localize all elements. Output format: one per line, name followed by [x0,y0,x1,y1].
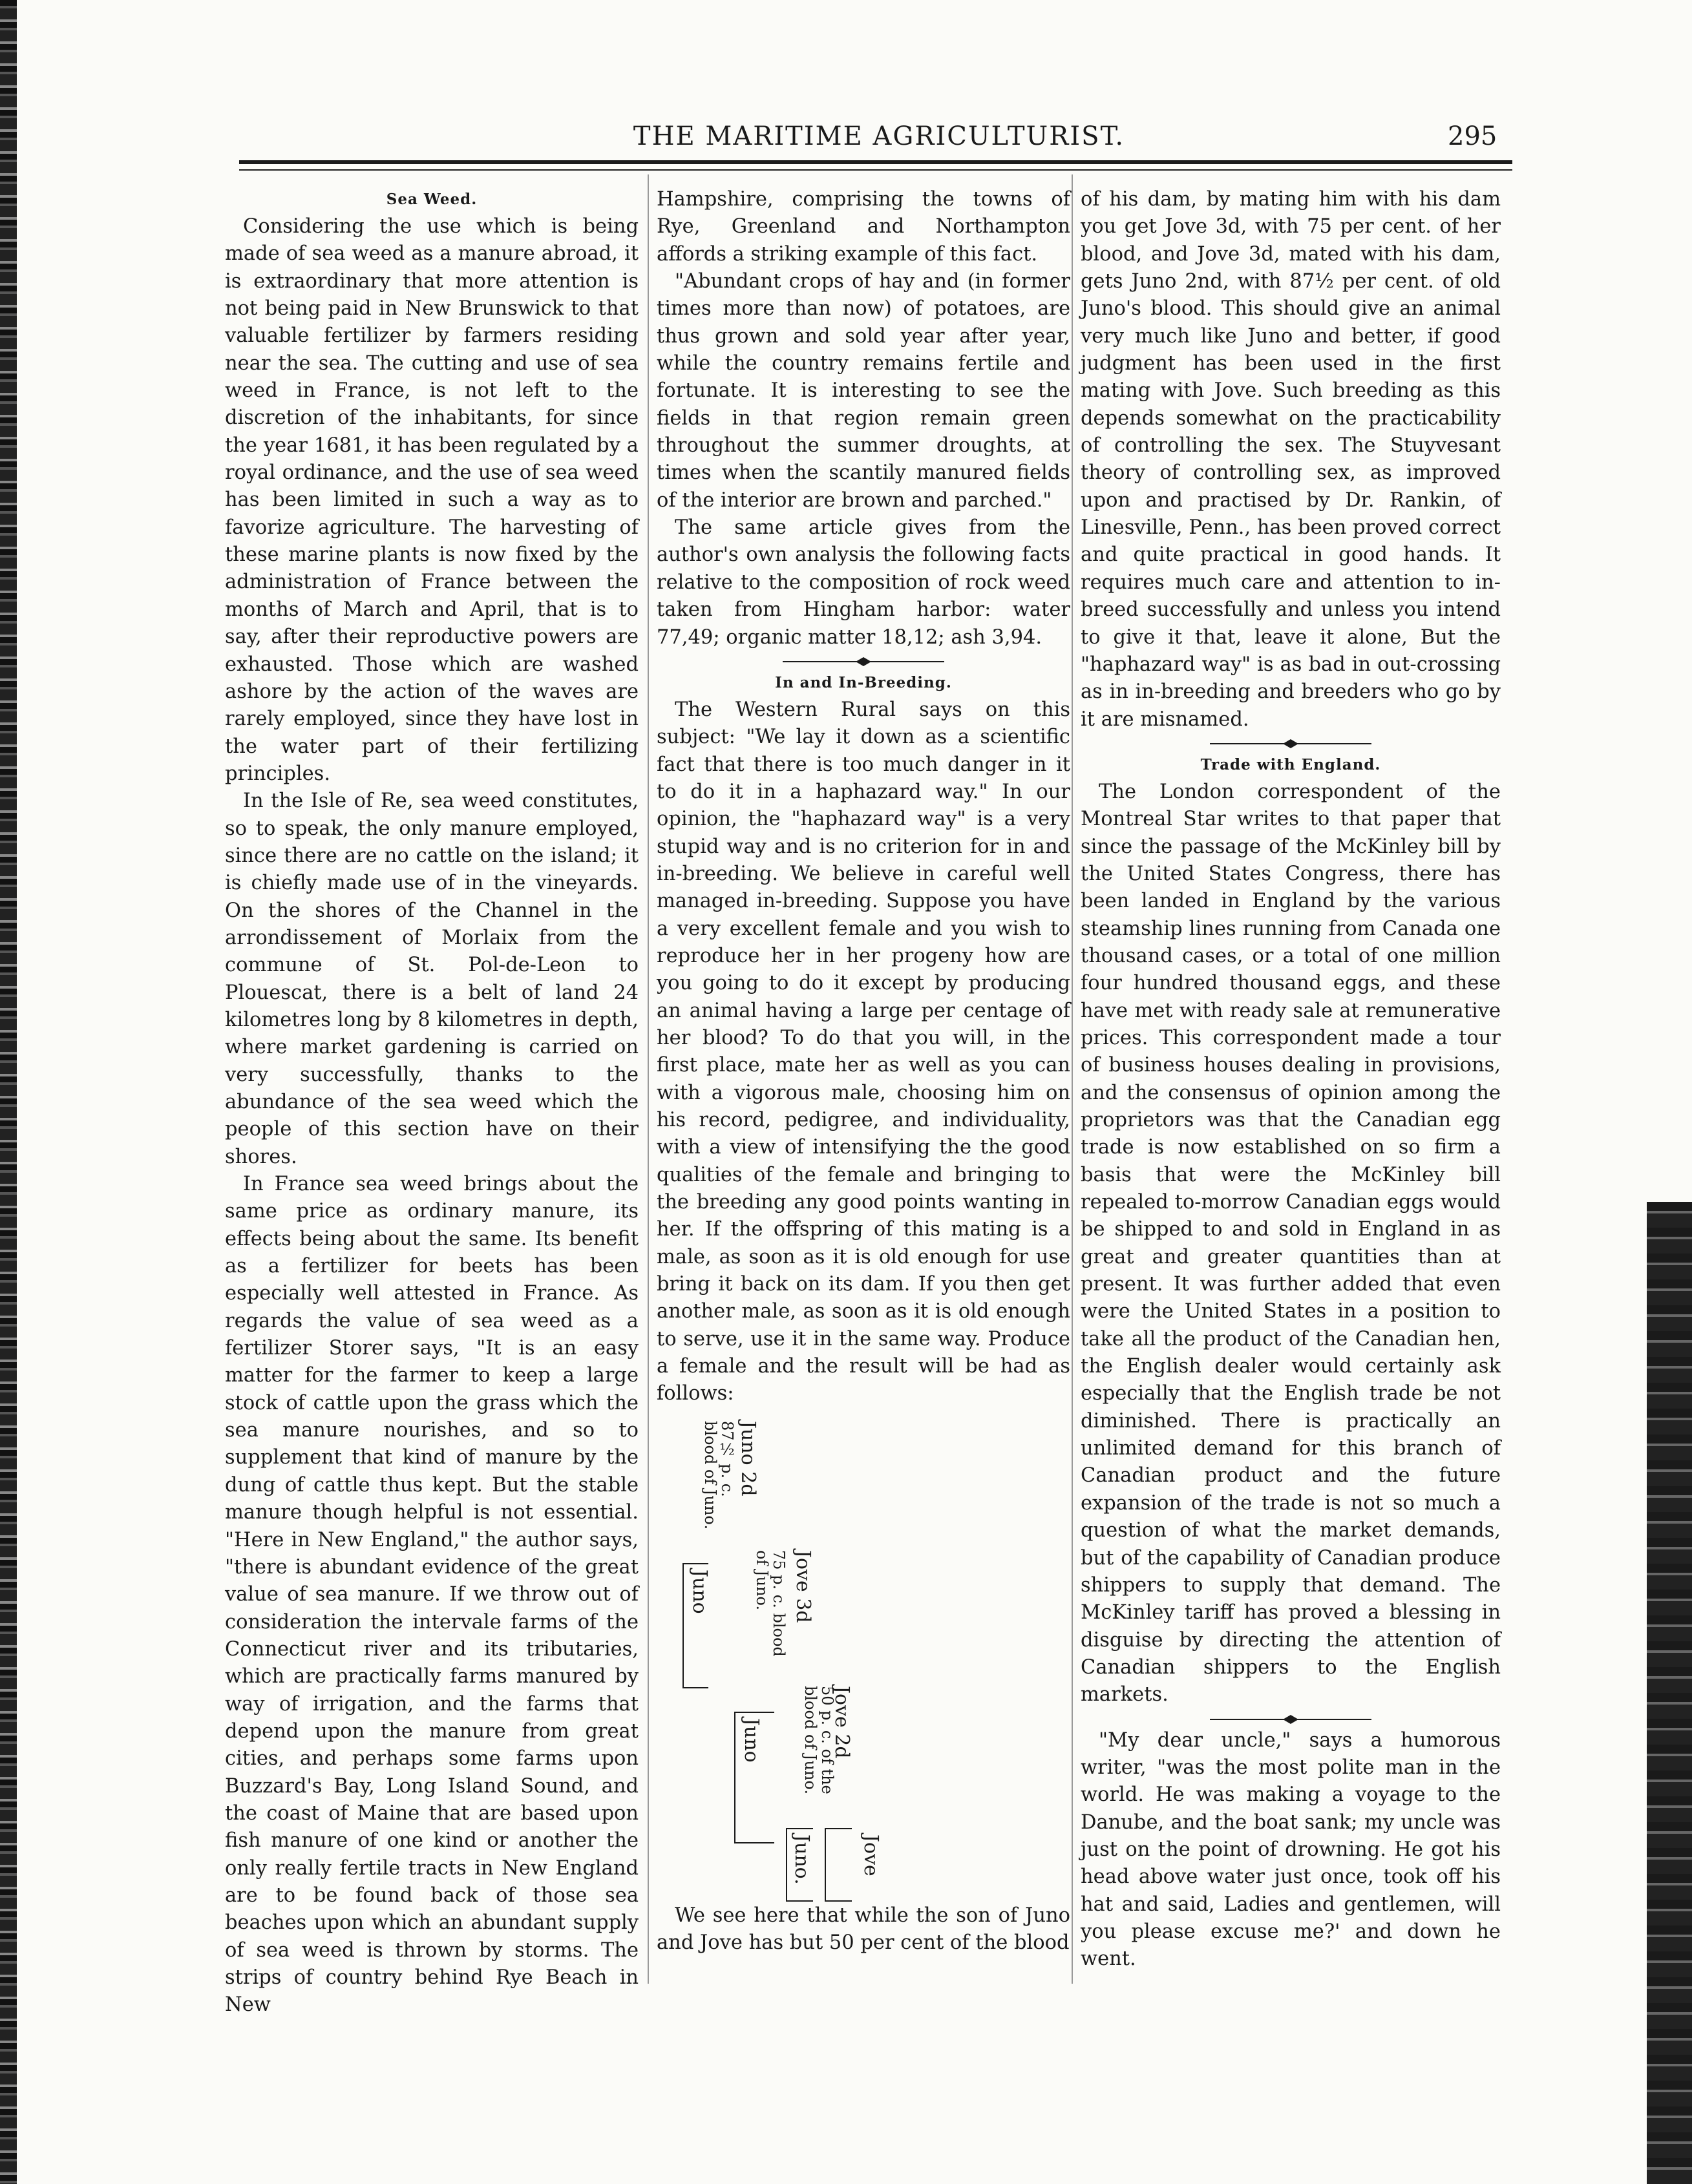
pedigree-label-juno-3: Juno. [790,1834,813,1885]
pedigree-label-juno-2: Juno [740,1717,763,1763]
sea-weed-analysis-paragraph: The same article gives from the author's own analysis the following facts relative to the composition of rock weed taken from Hingham harbor: water 77,49; organic matter 18,12; ash 3,94. [657,516,1070,649]
section-divider [1203,736,1378,751]
column-2 [657,186,1070,1957]
scan-edge-left [0,0,17,2184]
pedigree-label-jove-3d-blood: 75 p. c. blood of Juno. [753,1549,788,1657]
sea-weed-paragraph-3: In France sea weed brings about the same price as ordinary manure, its effects being about the same. Its benefit as a fertilizer for beets has been especially well attested in France. As regards the value of sea weed as a fertilizer Storer says, "It is an easy matter for the farmer to keep a large stock of cattle upon the grass which the sea manure nourishes, and so to supplement that kind of manure by the dung of cattle thus kept. But the stable manure though helpful is not essential. "Here in New England," the author says, "there is abundant evidence of the great value of sea manure. If we throw out of consideration the intervale farms of the Connecticut river and its tributaries, which are practically farms manured by way of irrigation, and the farms that depend upon the manure from great cities, and perhaps some farms upon Buzzard's Bay, Long Island Sound, and the coast of Maine that are based upon fish manure of one kind or another the only really fertile tracts in New England are to be found back of those sea beaches upon which an abundant supply of sea weed is thrown by storms. The strips of country behind Rye Beach in New [225,1173,639,2017]
column-rule-1 [648,174,649,1984]
page-header-title: THE MARITIME AGRICULTURIST. [633,121,1125,151]
column-rule-2 [1072,174,1073,1984]
in-breeding-paragraph-2: We see here that while the son of Juno and Jove has but 50 per cent of the blood [657,1904,1070,1955]
pedigree-label-juno-2d-blood: 87½ p. c. blood of Juno. [701,1420,736,1529]
pedigree-brace-jove [825,1828,852,1902]
pedigree-label-jove-2d: Jove 2d [830,1685,853,1759]
header-rule-thick [239,160,1512,164]
header-rule-thin [239,169,1512,171]
section-divider [1203,1712,1378,1727]
column-3 [1081,186,1501,1973]
sea-weed-paragraph-1: Considering the use which is being made of sea weed as a manure abroad, it is extraordinary that more attention is not being paid in New Brunswick to that valuable fertilizer by farmers residing near the sea. The cutting and use of sea weed in France, is not left to the discretion of the inhabitants, for since the year 1681, it has been regulated by a royal ordinance, and the use of sea weed has been limited in such a way as to favorize agriculture. The harvesting of these marine plants is now fixed by the administration of France between the months of March and April, that is to say, after their reproductive powers are exhausted. Those which are washed ashore by the action of the waves are rarely employed, since they have lost in the water part of their fertilizing principles. [225,215,639,785]
pedigree-label-juno-1: Juno [688,1569,711,1614]
column-1 [225,186,639,2019]
anecdote-paragraph: "My dear uncle," says a humorous writer, "was the most polite man in the world. He was making a voyage to the Danube, and the boat sank; my uncle was just on the point of drowning. He got his head above water just once, took off his hat and said, Ladies and gentlemen, will you please excuse me?' and down he went. [1081,1728,1501,1971]
page-number: 295 [1448,121,1497,151]
article-title-in-breeding: In and In-Breeding. [775,673,952,691]
sea-weed-continued-paragraph: Hampshire, comprising the towns of Rye, Greenland and Northampton affords a striking example of this fact. [657,188,1070,266]
sea-weed-paragraph-2: In the Isle of Re, sea weed constitutes, so to speak, the only manure employed, since there are no cattle on the island; it is chiefly made use of in the vineyards. On the shores of the Channel in the arrondissement of Morlaix from the commune of St. Pol-de-Leon to Plouescat, there is a belt of land 24 kilometres long by 8 kilometres in depth, where market gardening is carried on very successfully, thanks to the abundance of the sea weed which the people of this section have on their shores. [225,790,639,1168]
pedigree-chart [657,1408,1070,1902]
scan-edge-right [1647,1202,1692,2184]
article-title-sea-weed: Sea Weed. [386,191,478,208]
pedigree-label-juno-2d: Juno 2d [737,1420,759,1496]
sea-weed-quote-paragraph: "Abundant crops of hay and (in former times more than now) of potatoes, are thus grown and sold year after year, while the country remains fertile and fortunate. It is interesting to see the fields in that region remain green throughout the summer droughts, at times when the scantily manured fields of the interior are brown and parched." [657,270,1070,512]
article-title-trade-with-england: Trade with England. [1200,755,1381,773]
pedigree-label-jove-2d-blood: 50 p. c. of the blood of Juno. [801,1685,836,1794]
section-divider [776,654,951,669]
in-breeding-paragraph-1: The Western Rural says on this subject: "We lay it down as a scientific fact that there is too much danger in it to do it in a haphazard way." In our opinion, the "haphazard way" is a very stupid way and is no criterion for in and in-breeding. We believe in careful well managed in-breeding. Suppose you have a very excellent female and you wish to reproduce her in her progeny how are you going to do it except by producing an animal having a large per centage of her blood? To do that you will, in the first place, mate her as well as you can with a vigorous male, choosing him on his record, pedigree, and individuality, with a view of intensifying the the good qualities of the female and bringing to the breeding any good points wanting in her. If the offspring of this mating is a male, as soon as it is old enough for use bring it back on its dam. If you then get another male, as soon as it is old enough to serve, use it in the same way. Produce a female and the result will be had as follows: [657,698,1070,1405]
in-breeding-continued-paragraph: of his dam, by mating him with his dam you get Jove 3d, with 75 per cent. of her blood, and Jove 3d, mated with his dam, gets Juno 2nd, with 87½ per cent. of old Juno's blood. This should give an animal very much like Juno and better, if good judgment has been used in the first mating with Jove. Such breeding as this depends somewhat on the practicability of controlling the sex. The Stuyvesant theory of controlling sex, as improved upon and practised by Dr. Rankin, of Linesville, Penn., has been proved correct and quite practical in good hands. It requires much care and attention to in-breed successfully and unless you intend to give it that, leave it alone, But the "haphazard way" is as bad in out-crossing as in in-breeding and breeders who go by it are misnamed. [1081,188,1501,731]
pedigree-label-jove: Jove [860,1834,882,1876]
pedigree-label-jove-3d: Jove 3d [792,1549,814,1623]
trade-paragraph: The London correspondent of the Montreal Star writes to that paper that since the passage of the McKinley bill by the United States Congress, there has been landed in England by the various steamship lines running from Canada one thousand cases, or a total of one million four hundred thousand eggs, and these have met with ready sale at remunerative prices. This correspondent made a tour of business houses dealing in provisions, and the consensus of opinion among the proprietors was that the Canadian egg trade is now established on so firm a basis that were the McKinley bill repealed to-morrow Canadian eggs would be shipped to and sold in England in as great and greater quantities than at present. It was further added that even were the United States in a position to take all the product of the Canadian hen, the English dealer would certainly ask especially that the English trade be not diminished. There is practically an unlimited demand for this branch of Canadian product and the future expansion of the trade is not so much a question of what the market demands, but of the capability of Canadian produce shippers to supply that demand. The McKinley tariff has proved a blessing in disguise by directing the attention of Canadian shippers to the English markets. [1081,780,1501,1706]
